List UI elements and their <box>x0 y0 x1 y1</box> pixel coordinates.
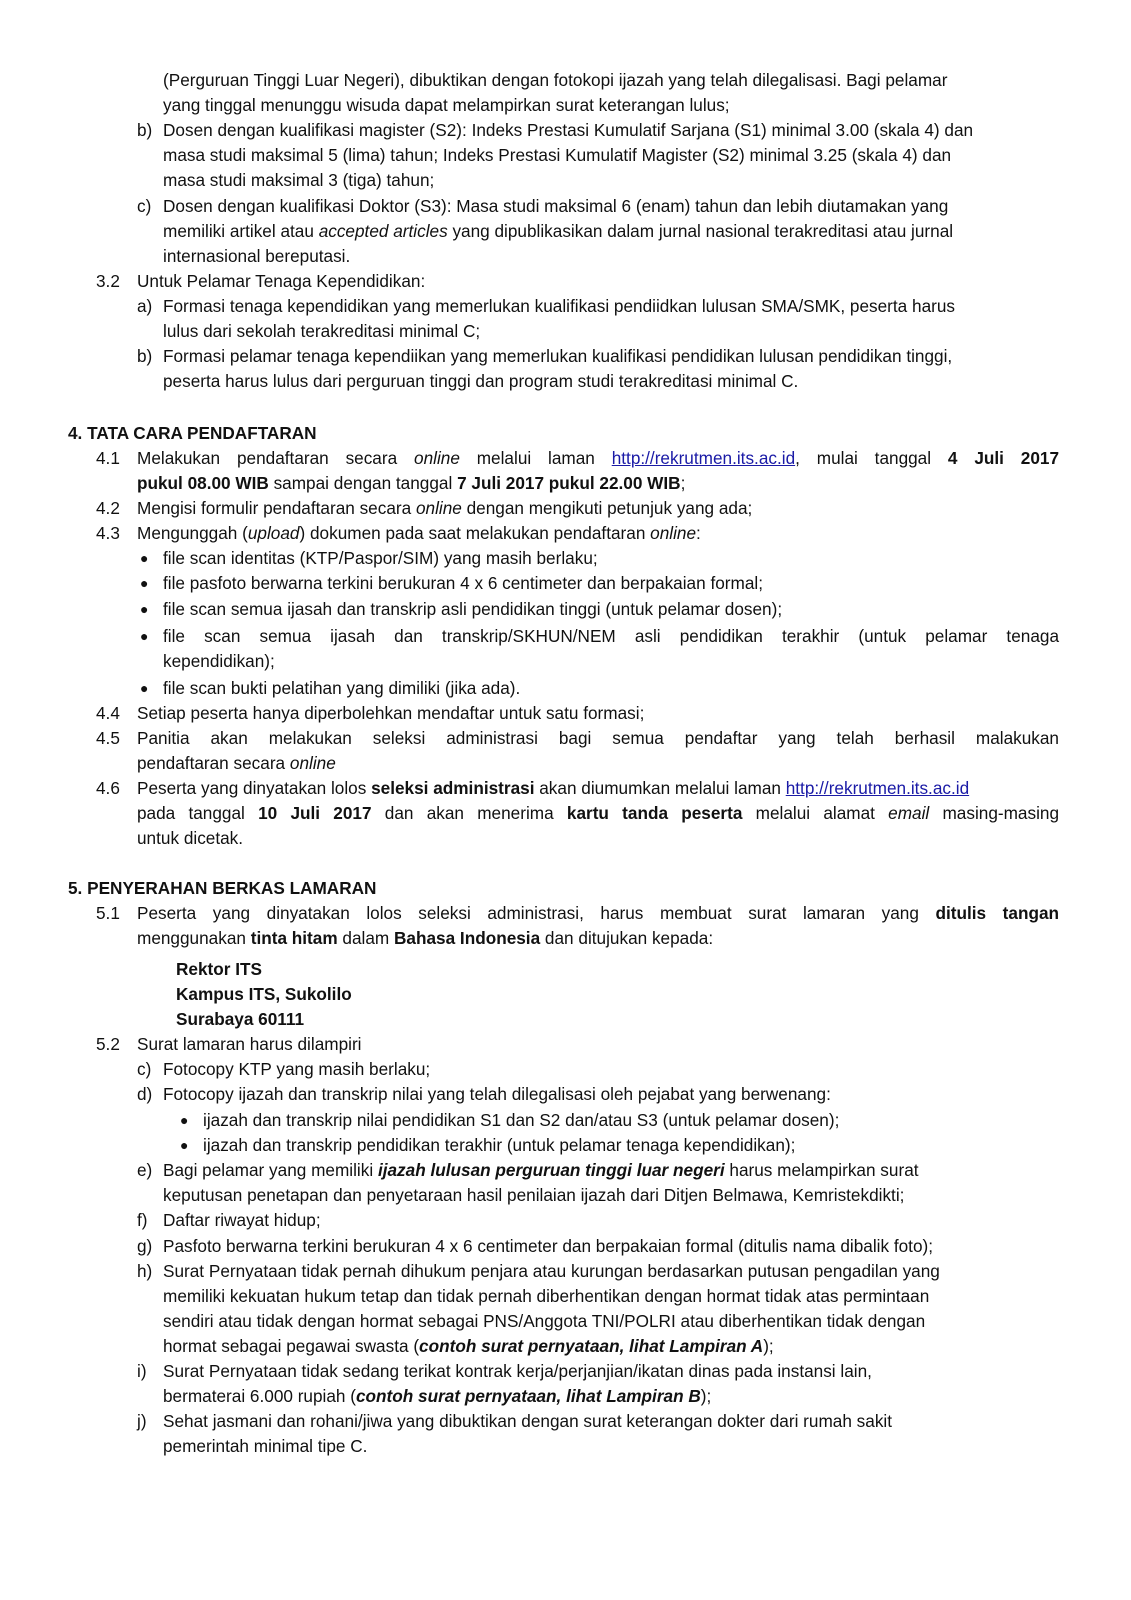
text-line: Surat lamaran harus dilampiri <box>137 1034 362 1054</box>
text-span: ; <box>680 473 686 493</box>
italic-text: email <box>888 803 930 823</box>
bullet-icon: ● <box>140 680 149 696</box>
text-line: Surat Pernyataan tidak pernah dihukum penjara atau kurungan berdasarkan putusan pengadilan yang <box>163 1261 940 1281</box>
text-span: Mengisi formulir pendaftaran secara <box>137 498 416 518</box>
list-marker: d) <box>137 1084 153 1104</box>
text-span: Melakukan pendaftaran secara <box>137 448 415 468</box>
text-span: Mengunggah ( <box>137 523 248 543</box>
list-marker: f) <box>137 1210 148 1230</box>
list-item: file scan semua ijasah dan transkrip asli pendidikan tinggi (untuk pelamar dosen); <box>163 599 783 619</box>
list-item: file scan semua ijasah dan transkrip/SKHUN/NEM asli pendidikan terakhir (untuk pelamar tenaga <box>163 626 1059 646</box>
bullet-icon: ● <box>180 1137 189 1153</box>
list-marker: a) <box>137 296 153 316</box>
text-line: peserta harus lulus dari perguruan tinggi dan program studi terakreditasi minimal C. <box>163 371 799 391</box>
section-number: 4.4 <box>96 703 120 723</box>
text-line <box>137 901 1059 926</box>
section-number: 3.2 <box>96 271 120 291</box>
text-line: Dosen dengan kualifikasi Doktor (S3): Masa studi maksimal 6 (enam) tahun dan lebih diutamakan yang <box>163 196 949 216</box>
italic-text: online <box>650 523 697 543</box>
text-line: Formasi tenaga kependidikan yang memerlukan kualifikasi pendiidkan lulusan SMA/SMK, peserta harus <box>163 296 956 316</box>
text-span: memiliki artikel atau <box>163 221 319 241</box>
bold-italic-text: contoh surat pernyataan, lihat Lampiran A <box>419 1336 764 1356</box>
italic-text: accepted articles <box>318 221 448 241</box>
text-span: ); <box>700 1386 712 1406</box>
text-line: Dosen dengan kualifikasi magister (S2): Indeks Prestasi Kumulatif Sarjana (S1) minimal 3.00 (skala 4) dan <box>163 120 974 140</box>
text-line <box>163 1384 711 1409</box>
list-marker: c) <box>137 196 152 216</box>
text-line <box>137 521 701 546</box>
text-span: yang dipublikasikan dalam jurnal nasional terakreditasi atau jurnal <box>447 221 954 241</box>
text-line: Fotocopy KTP yang masih berlaku; <box>163 1059 431 1079</box>
list-marker: b) <box>137 346 153 366</box>
bullet-icon: ● <box>140 628 149 644</box>
registration-link[interactable]: http://rekrutmen.its.ac.id <box>611 448 796 468</box>
italic-text: online <box>414 448 460 468</box>
bullet-icon: ● <box>140 601 149 617</box>
text-line <box>137 926 713 951</box>
text-line <box>137 751 336 776</box>
bold-text: tinta hitam <box>250 928 338 948</box>
text-line: Setiap peserta hanya diperbolehkan mendaftar untuk satu formasi; <box>137 703 645 723</box>
italic-text: upload <box>247 523 300 543</box>
bold-text: Bahasa Indonesia <box>394 928 541 948</box>
text-line <box>137 471 685 496</box>
text-line: Formasi pelamar tenaga kependiikan yang memerlukan kualifikasi pendidikan lulusan pendidikan tinggi, <box>163 346 953 366</box>
subsection-title: Untuk Pelamar Tenaga Kependidikan: <box>137 271 426 291</box>
section-heading: 4. TATA CARA PENDAFTARAN <box>68 423 317 443</box>
text-span: ) dokumen pada saat melakukan pendaftaran <box>299 523 651 543</box>
text-line: masa studi maksimal 3 (tiga) tahun; <box>163 170 435 190</box>
bold-text: 7 Juli 2017 pukul 22.00 WIB <box>457 473 681 493</box>
section-number: 4.3 <box>96 523 120 543</box>
list-item: file scan bukti pelatihan yang dimiliki (jika ada). <box>163 678 521 698</box>
text-span: pendaftaran secara <box>137 753 290 773</box>
bold-text: 4 Juli 2017 <box>947 448 1060 468</box>
text-span: menggunakan <box>137 928 251 948</box>
text-span: hormat sebagai pegawai swasta ( <box>163 1336 420 1356</box>
text-line: internasional bereputasi. <box>163 246 351 266</box>
text-line <box>137 496 752 521</box>
text-line <box>137 776 969 801</box>
bullet-icon: ● <box>180 1112 189 1128</box>
text-span: dalam <box>337 928 394 948</box>
text-line: Pasfoto berwarna terkini berukuran 4 x 6 centimeter dan berpakaian formal (ditulis nama dibalik foto); <box>163 1236 934 1256</box>
bullet-icon: ● <box>140 550 149 566</box>
text-line: Panitia akan melakukan seleksi administrasi bagi semua pendaftar yang telah berhasil malakukan <box>137 728 1059 748</box>
bullet-icon: ● <box>140 575 149 591</box>
section-number: 5.2 <box>96 1034 120 1054</box>
bold-italic-text: contoh surat pernyataan, lihat Lampiran B <box>356 1386 701 1406</box>
announcement-link[interactable]: http://rekrutmen.its.ac.id <box>785 778 970 798</box>
text-span: melalui alamat <box>742 803 889 823</box>
list-marker: e) <box>137 1160 153 1180</box>
bold-text: 10 Juli 2017 <box>258 803 372 823</box>
list-item: ijazah dan transkrip nilai pendidikan S1 dan S2 dan/atau S3 (untuk pelamar dosen); <box>203 1110 840 1130</box>
text-line: Daftar riwayat hidup; <box>163 1210 321 1230</box>
text-span: Peserta yang dinyatakan lolos <box>137 778 372 798</box>
section-number: 4.5 <box>96 728 120 748</box>
list-item: file scan identitas (KTP/Paspor/SIM) yang masih berlaku; <box>163 548 598 568</box>
text-span: Bagi pelamar yang memiliki <box>163 1160 378 1180</box>
section-number: 5.1 <box>96 903 120 923</box>
section-heading: 5. PENYERAHAN BERKAS LAMARAN <box>68 878 377 898</box>
text-line <box>163 1158 919 1183</box>
text-line: Sehat jasmani dan rohani/jiwa yang dibuktikan dengan surat keterangan dokter dari rumah sakit <box>163 1411 893 1431</box>
list-item: kependidikan); <box>163 651 275 671</box>
text-span: akan diumumkan melalui laman <box>534 778 786 798</box>
bold-text: pukul 08.00 WIB <box>137 473 269 493</box>
text-line: sendiri atau tidak dengan hormat sebagai PNS/Anggota TNI/POLRI atau diberhentikan tidak dengan <box>163 1311 926 1331</box>
italic-text: online <box>415 498 462 518</box>
section-number: 4.1 <box>96 448 120 468</box>
text-span: , mulai tanggal <box>795 448 948 468</box>
text-line <box>163 219 953 244</box>
text-line: Fotocopy ijazah dan transkrip nilai yang telah dilegalisasi oleh pejabat yang berwenang: <box>163 1084 831 1104</box>
text-line: Surat Pernyataan tidak sedang terikat kontrak kerja/perjanjian/ikatan dinas pada instansi lain, <box>163 1361 872 1381</box>
address-line: Surabaya 60111 <box>176 1009 305 1029</box>
address-line: Kampus ITS, Sukolilo <box>176 984 352 1004</box>
text-line: keputusan penetapan dan penyetaraan hasil penilaian ijazah dari Ditjen Belmawa, Kemristekdikti; <box>163 1185 905 1205</box>
text-span: harus melampirkan surat <box>724 1160 919 1180</box>
list-marker: g) <box>137 1236 153 1256</box>
text-span: dan ditujukan kepada: <box>540 928 714 948</box>
text-line: masa studi maksimal 5 (lima) tahun; Indeks Prestasi Kumulatif Magister (S2) minimal 3.25 (skala 4) dan <box>163 145 952 165</box>
text-span: : <box>696 523 701 543</box>
list-marker: h) <box>137 1261 153 1281</box>
text-span: Peserta yang dinyatakan lolos seleksi administrasi, harus membuat surat lamaran yang <box>137 903 936 923</box>
text-span: dan akan menerima <box>371 803 567 823</box>
section-number: 4.2 <box>96 498 120 518</box>
text-line: (Perguruan Tinggi Luar Negeri), dibuktikan dengan fotokopi ijazah yang telah dilegalisasi. Bagi pelamar <box>163 70 948 90</box>
italic-text: online <box>289 753 336 773</box>
text-line <box>137 801 1059 826</box>
text-line: lulus dari sekolah terakreditasi minimal C; <box>163 321 481 341</box>
list-marker: j) <box>137 1411 147 1431</box>
text-span: bermaterai 6.000 rupiah ( <box>163 1386 356 1406</box>
list-marker: c) <box>137 1059 152 1079</box>
bold-italic-text: ijazah lulusan perguruan tinggi luar negeri <box>377 1160 725 1180</box>
text-span: masing-masing <box>929 803 1060 823</box>
list-marker: i) <box>137 1361 147 1381</box>
text-span: pada tanggal <box>137 803 259 823</box>
text-line <box>163 1334 774 1359</box>
address-line: Rektor ITS <box>176 959 262 979</box>
text-line: memiliki kekuatan hukum tetap dan tidak pernah diberhentikan dengan hormat tidak atas permintaan <box>163 1286 930 1306</box>
text-span: sampai dengan tanggal <box>268 473 458 493</box>
bold-text: kartu tanda peserta <box>566 803 743 823</box>
bold-text: seleksi administrasi <box>371 778 535 798</box>
text-span: melalui laman <box>459 448 612 468</box>
text-line <box>137 446 1059 471</box>
text-line: untuk dicetak. <box>137 828 244 848</box>
list-marker: b) <box>137 120 153 140</box>
text-span: ); <box>763 1336 774 1356</box>
list-item: ijazah dan transkrip pendidikan terakhir (untuk pelamar tenaga kependidikan); <box>203 1135 796 1155</box>
section-number: 4.6 <box>96 778 120 798</box>
text-line: pemerintah minimal tipe C. <box>163 1436 368 1456</box>
bold-text: ditulis tangan <box>935 903 1059 923</box>
text-line: yang tinggal menunggu wisuda dapat melampirkan surat keterangan lulus; <box>163 95 730 115</box>
text-span: dengan mengikuti petunjuk yang ada; <box>461 498 753 518</box>
list-item: file pasfoto berwarna terkini berukuran 4 x 6 centimeter dan berpakaian formal; <box>163 573 763 593</box>
